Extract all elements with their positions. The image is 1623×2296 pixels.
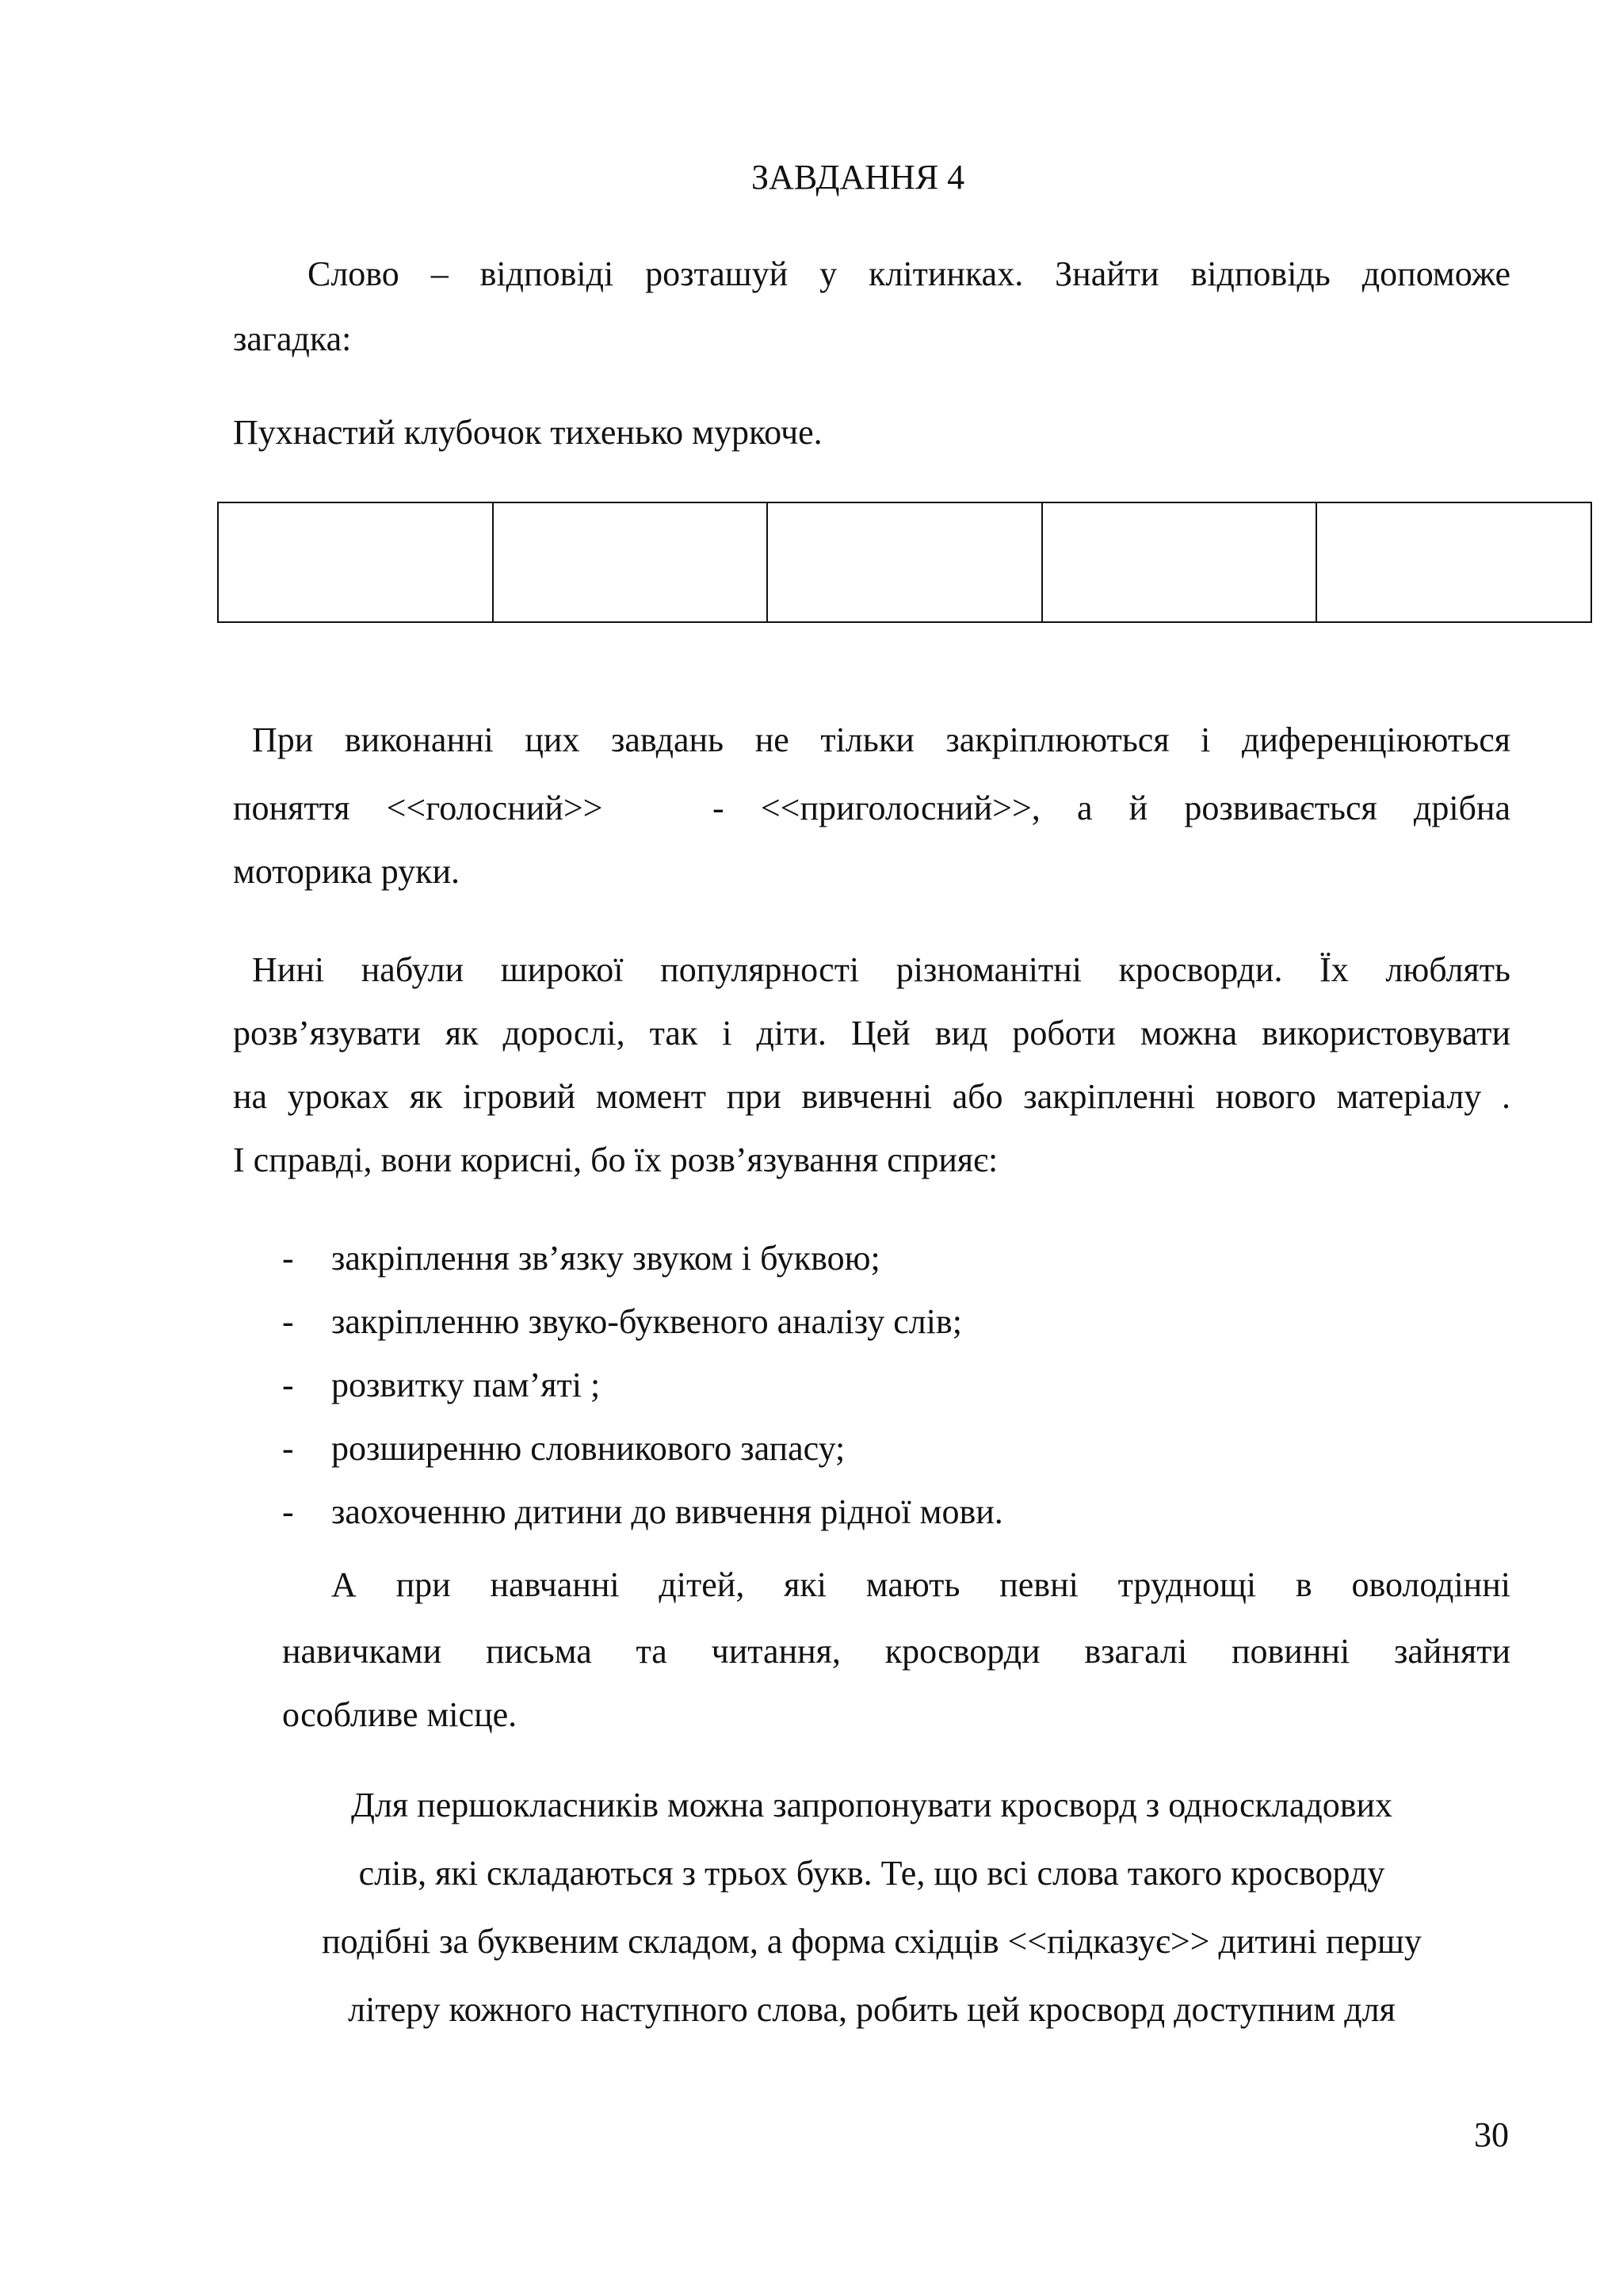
- paragraph-1-line-2: поняття <<голосний>> - <<приголосний>>, а й розвивається дрібна: [233, 789, 1510, 827]
- page-number: 30: [1474, 2115, 1509, 2154]
- paragraph-4-line-4: літеру кожного наступного слова, робить цей кросворд доступним для: [348, 1990, 1396, 2029]
- paragraph-4-line-3: подібні за буквеним складом, а форма східців <<підказує>> дитині першу: [322, 1922, 1422, 1961]
- list-dash: -: [282, 1492, 294, 1531]
- paragraph-1-line-3: моторика руки.: [233, 852, 460, 891]
- list-item: розширенню словникового запасу;: [331, 1429, 846, 1468]
- task-instruction-line-1: Слово – відповіді розташуй у клітинках. Знайти відповідь допоможе: [307, 254, 1510, 293]
- list-dash: -: [282, 1239, 294, 1278]
- paragraph-2-line-3: на уроках як ігровий момент при вивченні або закріпленні нового матеріалу .: [233, 1077, 1510, 1116]
- paragraph-3-line-2: навичками письма та читання, кросворди взагалі повинні зайняти: [282, 1632, 1510, 1671]
- answer-cell: [1043, 503, 1318, 621]
- paragraph-4-line-1: Для першокласників можна запропонувати кросворд з односкладових: [350, 1786, 1393, 1824]
- paragraph-3-line-3: особливе місце.: [282, 1695, 517, 1734]
- task-instruction-line-2: загадка:: [233, 319, 352, 358]
- paragraph-2-line-2: розв’язувати як дорослі, так і діти. Цей вид роботи можна використовувати: [233, 1014, 1510, 1052]
- answer-cell: [494, 503, 769, 621]
- list-dash: -: [282, 1429, 294, 1468]
- paragraph-2-line-1: Нині набули широкої популярності різноманітні кросворди. Їх люблять: [252, 950, 1510, 989]
- list-item: закріплення зв’язку звуком і буквою;: [331, 1239, 880, 1278]
- paragraph-3-line-1: А при навчанні дітей, які мають певні труднощі в оволодінні: [331, 1565, 1510, 1604]
- paragraph-4-line-2: слів, які складаються з трьох букв. Те, що всі слова такого кросворду: [358, 1854, 1385, 1893]
- answer-cell: [219, 503, 494, 621]
- answer-cell: [1317, 503, 1591, 621]
- paragraph-1-line-1: При виконанні цих завдань не тільки закріплюються і диференціюються: [252, 720, 1510, 759]
- list-dash: -: [282, 1366, 294, 1404]
- answer-cell: [768, 503, 1043, 621]
- riddle-text: Пухнастий клубочок тихенько муркоче.: [233, 413, 823, 452]
- paragraph-2-line-4: І справді, вони корисні, бо їх розв’язування сприяє:: [233, 1140, 999, 1179]
- answer-cells-grid: [217, 502, 1592, 623]
- list-item: розвитку пам’яті ;: [331, 1366, 601, 1404]
- list-item: закріпленню звуко-буквеного аналізу слів;: [331, 1302, 962, 1341]
- list-dash: -: [282, 1302, 294, 1341]
- task-heading: ЗАВДАННЯ 4: [751, 158, 965, 197]
- list-item: заохоченню дитини до вивчення рідної мови.: [331, 1492, 1003, 1531]
